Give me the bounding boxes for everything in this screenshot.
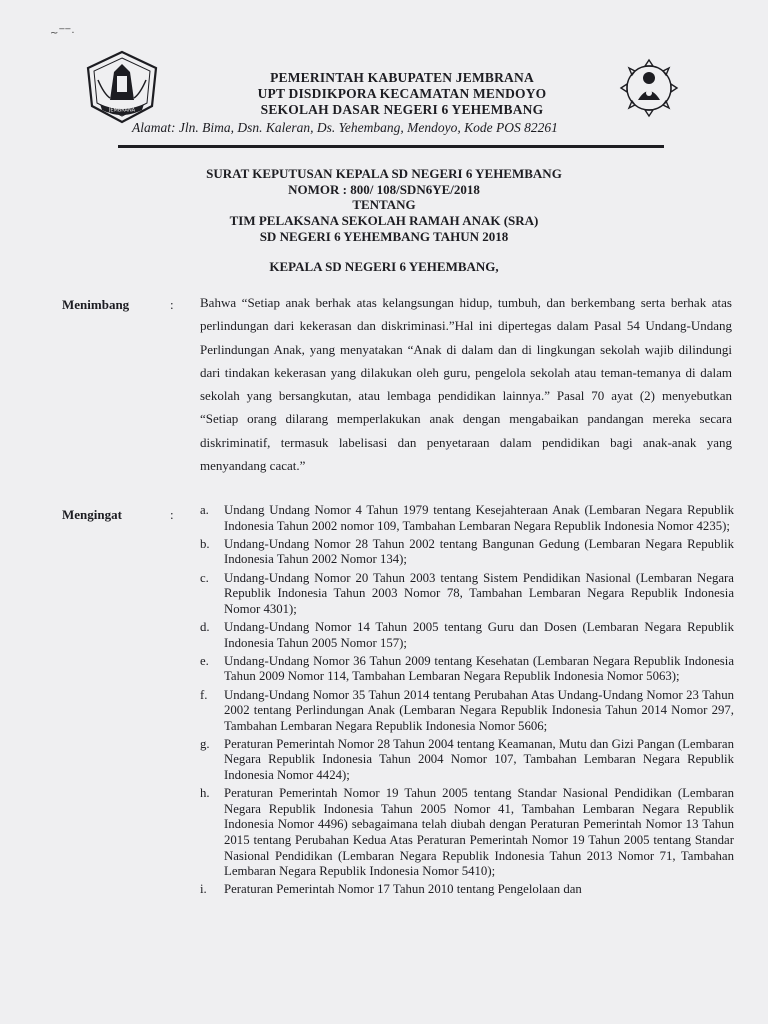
list-marker: f.: [200, 687, 208, 702]
title-line-4: TIM PELAKSANA SEKOLAH RAMAH ANAK (SRA): [229, 213, 539, 228]
list-item-text: Undang-Undang Nomor 20 Tahun 2003 tentang Sistem Pendidikan Nasional (Lembaran Negara Republik Indonesia Tahun 2003 Nomor 78, Tambahan Lembaran Negara Republik Indonesia Nomor 4301);: [224, 570, 734, 616]
title-line-1: SURAT KEPUTUSAN KEPALA SD NEGERI 6 YEHEMBANG: [206, 166, 562, 181]
list-marker: e.: [200, 653, 209, 668]
list-item: [200, 537, 734, 568]
list-item: [200, 654, 734, 685]
list-item-text: Undang-Undang Nomor 35 Tahun 2014 tentang Perubahan Atas Undang-Undang Nomor 23 Tahun 2002 tentang Perlindungan Anak (Lembaran Negara Republik Indonesia Tahun 2014 Nomor 297, Tambahan Lembaran Negara Republik Indonesia Nomor 5606;: [224, 687, 734, 733]
list-item: [200, 688, 734, 735]
menimbang-colon: :: [170, 297, 174, 312]
menimbang-text: Bahwa “Setiap anak berhak atas kelangsungan hidup, tumbuh, dan berkembang serta berhak atas perlindungan dari kekerasan dan diskriminasi.”Hal ini dipertegas dalam Pasal 54 Undang-Undang Perlindungan Anak, yang menyatakan “Anak di dalam dan di lingkungan sekolah wajib dilindungi dari tindakan kekerasan yang dilakukan oleh guru, pengelola sekolah atau teman-temanya di dalam sekolah yang bersangkutan, atau lembaga pendidikan lainnya.” Pasal 70 ayat (2) menyebutkan “Setiap orang dilarang memperlakukan anak dengan mengabaikan pandangan mereka secara diskriminatif, termasuk labelisasi dan penyetaraan dalam pendidikan bagi anak-anak yang menyandang cacat.”: [200, 295, 732, 474]
list-marker: b.: [200, 536, 210, 551]
list-marker: h.: [200, 786, 210, 801]
list-marker: i.: [200, 882, 207, 897]
list-item: [200, 503, 734, 534]
tut-wuri-handayani-emblem-icon: [616, 56, 682, 120]
title-line-5: SD NEGERI 6 YEHEMBANG TAHUN 2018: [259, 229, 509, 244]
list-item-text: Peraturan Pemerintah Nomor 17 Tahun 2010 tentang Pengelolaan dan: [224, 882, 582, 897]
letterhead-line-2: UPT DISDIKPORA KECAMATAN MENDOYO: [257, 86, 547, 101]
title-line-3: TENTANG: [352, 197, 416, 212]
list-marker: c.: [200, 570, 209, 585]
letterhead-address: Alamat: Jln. Bima, Dsn. Kaleran, Ds. Yehembang, Mendoyo, Kode POS 82261: [132, 120, 558, 135]
menimbang-label: Menimbang: [62, 297, 130, 312]
list-marker: g.: [200, 736, 210, 751]
list-item: [200, 620, 734, 651]
mengingat-label: Mengingat: [62, 507, 122, 522]
decree-issuer: KEPALA SD NEGERI 6 YEHEMBANG,: [269, 259, 499, 274]
title-line-2: NOMOR : 800/ 108/SDN6YE/2018: [288, 182, 480, 197]
scan-mark: ~‾‾·: [50, 28, 76, 39]
list-item-text: Undang-Undang Nomor 14 Tahun 2005 tentang Guru dan Dosen (Lembaran Negara Republik Indonesia Tahun 2005 Nomor 157);: [224, 619, 734, 650]
list-item-text: Peraturan Pemerintah Nomor 28 Tahun 2004 tentang Keamanan, Mutu dan Gizi Pangan (Lembaran Negara Republik Indonesia Tahun 2004 Nomor 107, Tambahan Lembaran Negara Republik Indonesia Nomor 4424);: [224, 736, 734, 783]
mengingat-list: [200, 503, 734, 901]
list-marker: a.: [200, 503, 209, 517]
list-marker: d.: [200, 619, 210, 634]
list-item: [200, 882, 734, 898]
letterhead-divider: [118, 145, 664, 148]
emblem-scroll-text: JEMBRANA: [108, 107, 136, 114]
list-item-text: Undang Undang Nomor 4 Tahun 1979 tentang Kesejahteraan Anak (Lembaran Negara Republik Indonesia Tahun 2002 nomor 109, Tambahan Lembaran Negara Republik Indonesia Nomor 4235);: [224, 503, 734, 533]
letterhead-line-1: PEMERINTAH KABUPATEN JEMBRANA: [270, 70, 534, 85]
list-item: [200, 571, 734, 618]
letterhead-line-3: SEKOLAH DASAR NEGERI 6 YEHEMBANG: [260, 102, 544, 117]
list-item-text: Undang-Undang Nomor 36 Tahun 2009 tentang Kesehatan (Lembaran Negara Republik Indonesia Tahun 2009 Nomor 114, Tambahan Lembaran Negara Republik Indonesia Nomor 5063);: [224, 653, 734, 684]
mengingat-colon: :: [170, 507, 174, 522]
list-item: [200, 786, 734, 880]
list-item-text: Undang-Undang Nomor 28 Tahun 2002 tentang Bangunan Gedung (Lembaran Negara Republik Indonesia Tahun 2002 Nomor 134);: [224, 536, 734, 567]
list-item: [200, 737, 734, 784]
list-item-text: Peraturan Pemerintah Nomor 19 Tahun 2005 tentang Standar Nasional Pendidikan (Lembaran Negara Republik Indonesia Tahun 2005 Nomor 41, Tambahan Lembaran Negara Republik Indonesia Nomor 4496) sebagaimana telah diubah dengan Peraturan Pemerintah Nomor 13 Tahun 2015 tentang Perubahan Kedua Atas Peraturan Pemerintah Nomor 19 Tahun 2005 tentang Standar Nasional Pendidikan (Lembaran Negara Republik Indonesia Tahun 2013 Nomor 71, Tambahan Lembaran Negara Republik Indonesia Nomor 5410);: [224, 786, 734, 879]
